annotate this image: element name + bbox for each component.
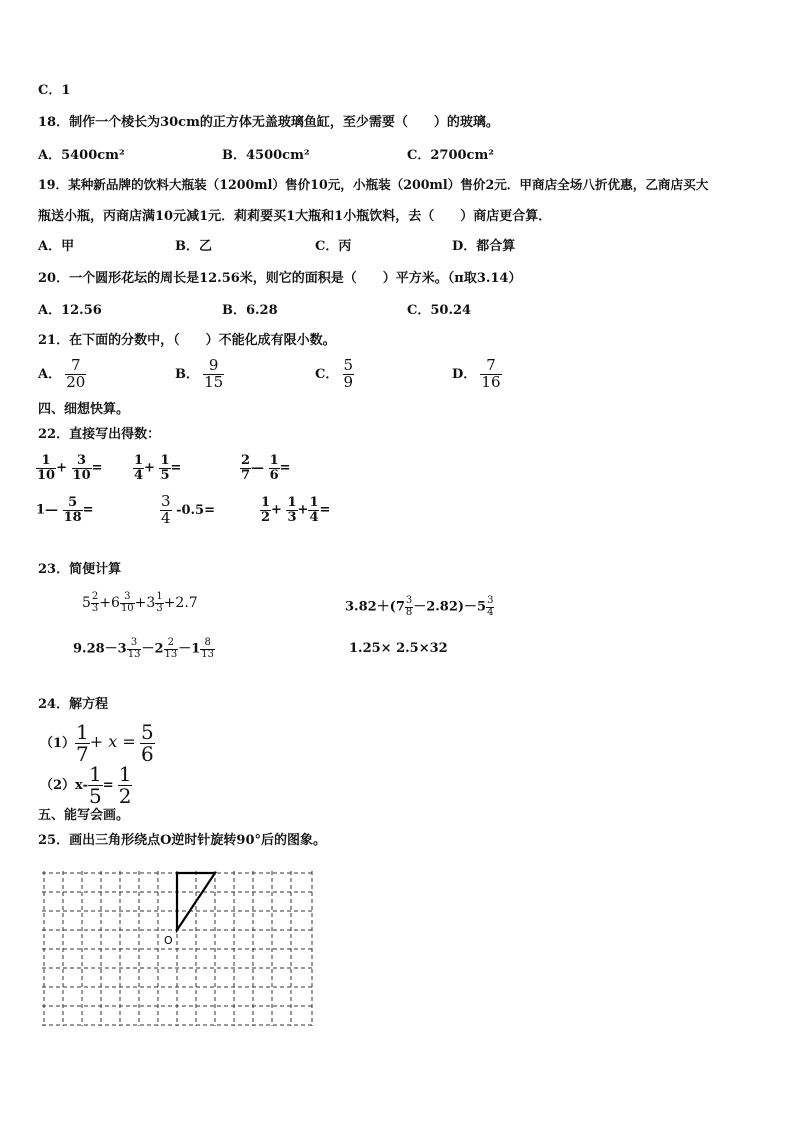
fraction: $\frac{1}{2}$ [261,495,271,525]
q19-option-d: D．都合算 [452,239,516,254]
q21-stem: 21．在下面的分数中，（ ）不能化成有限小数。 [38,333,336,348]
q21-option-c-label: C． [315,366,339,382]
q22-stem: 22．直接写出得数： [38,427,161,442]
q22-expr-4: 1— $\frac{5}{18}$ = [36,495,94,525]
section-4-heading: 四、细想快算。 [38,402,130,417]
q18-option-c: C．2700cm² [407,148,494,163]
q19-option-b: B．乙 [175,239,212,254]
q23-expr-4: 1.25× 2.5×32 [349,641,448,656]
fraction: $\frac{1}{10}$ [37,453,56,483]
q24-stem: 24．解方程 [38,697,109,712]
fraction: $\frac{2}{13}$ [164,637,178,660]
q18-stem: 18．制作一个棱长为30cm的正方体无盖玻璃鱼缸，至少需要（ ）的玻璃。 [38,115,499,130]
q20-option-c: C．50.24 [407,303,472,318]
q20-option-b: B．6.28 [222,303,278,318]
fraction: $\frac{3}{8}$ [405,595,413,618]
q19-option-c: C．丙 [315,239,352,254]
fraction: $\frac{3}{4}$ [487,595,494,618]
fraction: $\frac{3}{13}$ [127,637,141,660]
point-o-label: O [164,934,173,947]
q18-option-b: B．4500cm² [222,148,310,163]
q22-expr-6: $\frac{1}{2}$ + $\frac{1}{3}$ + $\frac{1}{4}$ = [261,495,331,525]
fraction: $\frac{8}{13}$ [201,637,215,660]
fraction: $\frac{5}{6}$ [140,720,154,766]
fraction: $\frac{1}{6}$ [269,453,279,483]
fraction: $\frac{7}{20}$ [66,356,86,391]
fraction: $\frac{3}{10}$ [120,591,134,614]
q20-stem: 20．一个圆形花坛的周长是12.56米，则它的面积是（ ）平方米。（π取3.14） [38,271,522,286]
q19-stem-line2: 瓶送小瓶，丙商店满10元减1元．莉莉要买1大瓶和1小瓶饮料，去（ ）商店更合算． [38,209,552,224]
q19-option-a: A．甲 [38,239,75,254]
q20-option-a: A．12.56 [38,303,102,318]
q21-option-b-label: B． [175,366,199,382]
q25-stem: 25．画出三角形绕点O逆时针旋转90°后的图象。 [38,833,327,848]
q22-expr-1: $\frac{1}{10}$ + $\frac{3}{10}$ = [37,453,103,483]
fraction: $\frac{1}{2}$ [118,762,132,808]
q23-expr-1: 5 $\frac{2}{3}$ +6 $\frac{3}{10}$ +3 $\frac{1}{3}$ +2.7 [82,591,198,614]
q23-stem: 23．简便计算 [38,562,122,577]
q21-option-c [315,358,354,391]
q22-expr-2: $\frac{1}{4}$ + $\frac{1}{5}$ = [134,453,182,483]
fraction: $\frac{7}{16}$ [481,356,501,391]
fraction: $\frac{3}{4}$ [161,492,171,527]
rotation-grid [42,871,314,1026]
fraction: $\frac{2}{7}$ [241,453,251,483]
q17-option-c: C．1 [38,83,71,98]
q22-expr-3: $\frac{2}{7}$ — $\frac{1}{6}$ = [241,453,291,483]
q21-option-d-label: D． [452,366,477,382]
section-5-heading: 五、能写会画。 [38,808,130,823]
q24-equation-2: （2）x- $\frac{1}{5}$ = $\frac{1}{2}$ [40,762,132,808]
fraction: $\frac{1}{3}$ [287,495,297,525]
q23-expr-2: 3.82＋(7 $\frac{3}{8}$ －2.82)－5 $\frac{3}{4}$ [345,595,494,618]
fraction: $\frac{1}{5}$ [88,762,102,808]
fraction: $\frac{1}{4}$ [309,495,319,525]
fraction: $\frac{1}{4}$ [134,453,144,483]
fraction: $\frac{2}{3}$ [91,591,99,614]
q21-option-d [452,358,502,391]
fraction: $\frac{1}{5}$ [160,453,170,483]
fraction: $\frac{1}{7}$ [76,720,89,766]
fraction: $\frac{3}{10}$ [72,453,91,483]
fraction: $\frac{5}{9}$ [343,356,354,391]
q18-option-a: A．5400cm² [38,148,125,163]
q22-expr-5: $\frac{3}{4}$ -0.5= [161,492,215,527]
q21-option-a [38,358,86,391]
fraction: $\frac{5}{18}$ [63,495,82,525]
q21-option-a-label: A． [38,366,62,382]
fraction: $\frac{1}{3}$ [156,591,163,614]
q21-option-b [175,358,224,391]
q24-equation-1: （1） $\frac{1}{7}$ + x = $\frac{5}{6}$ [40,720,154,766]
fraction: $\frac{9}{15}$ [204,356,224,391]
q19-stem-line1: 19．某种新品牌的饮料大瓶装（1200ml）售价10元，小瓶装（200ml）售价2元．甲商店全场八折优惠，乙商店买大 [38,177,709,192]
q23-expr-3: 9.28－3 $\frac{3}{13}$ －2 $\frac{2}{13}$ －1 $\frac{8}{13}$ [73,637,215,660]
grid-svg [42,871,314,1026]
